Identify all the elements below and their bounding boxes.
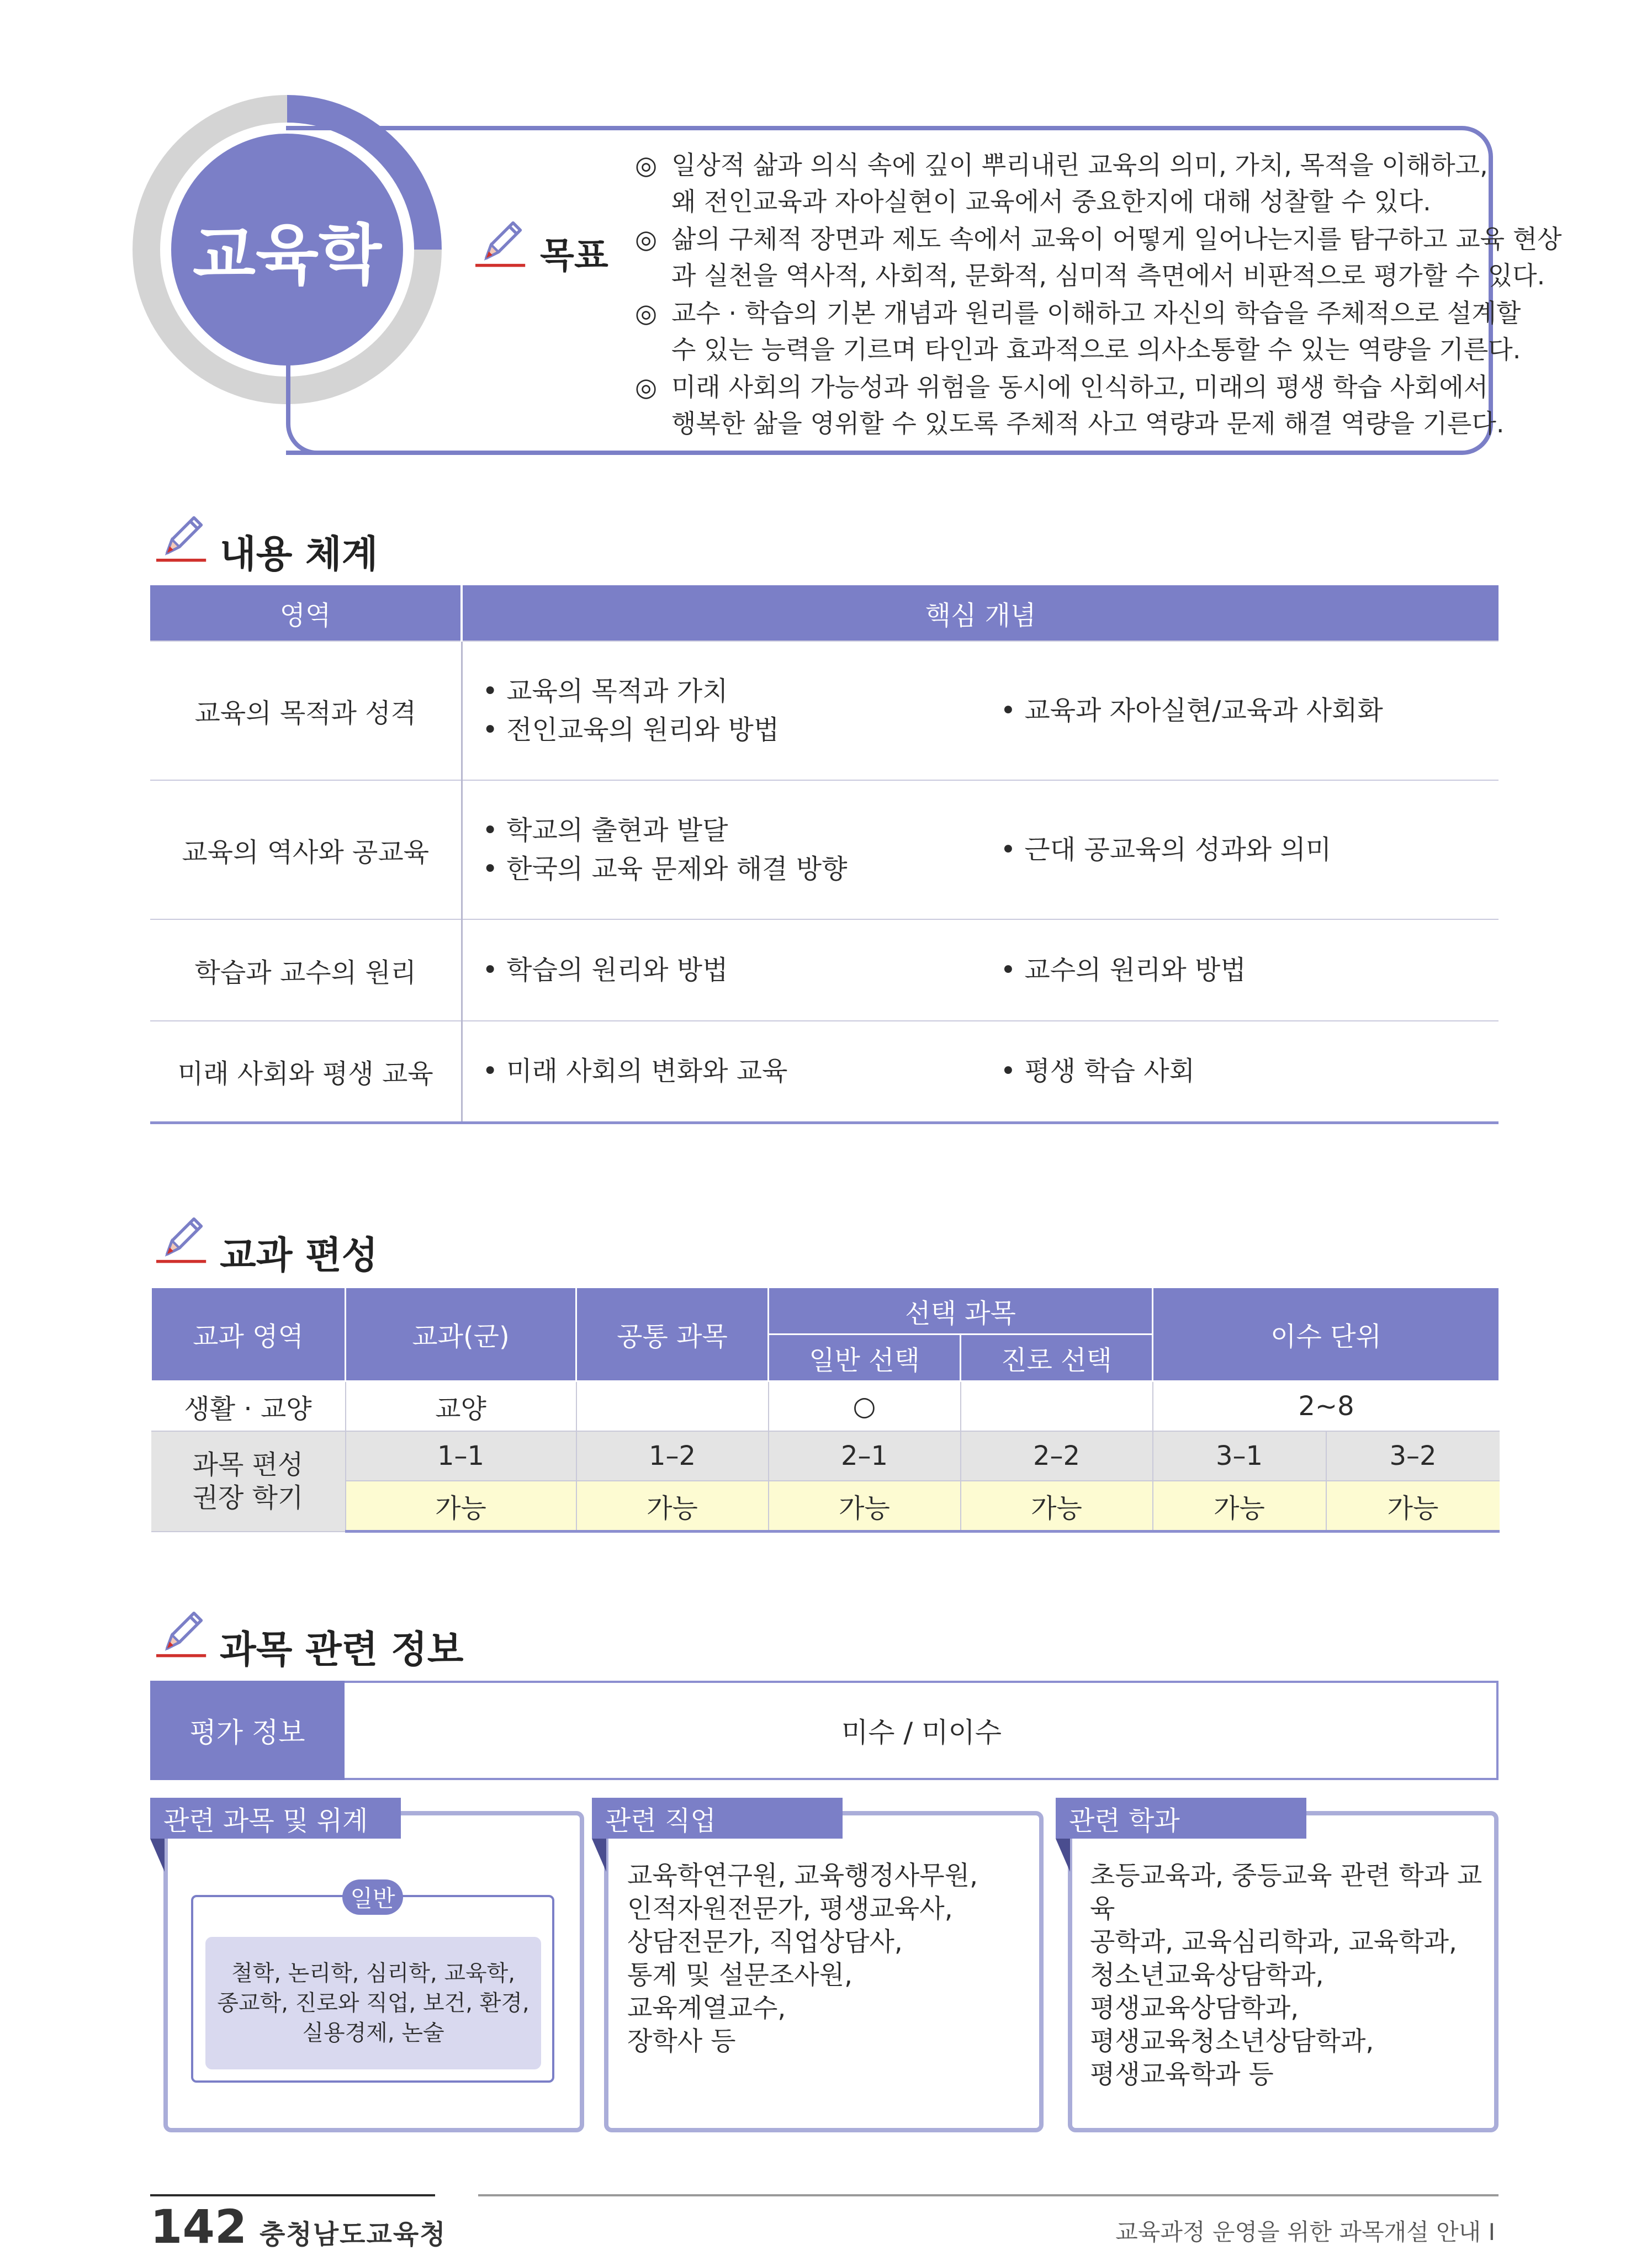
evaluation-label: 평가 정보 xyxy=(150,1681,345,1780)
concept-item: • 평생 학습 사회 xyxy=(1000,1056,1195,1087)
concept-cell xyxy=(462,641,1499,780)
concept-item: • 교육과 자아실현/교육과 사회화 xyxy=(1000,695,1383,726)
semester-cell: 3–1 xyxy=(1153,1431,1326,1481)
semester-label: 과목 편성 xyxy=(192,1449,304,1480)
goal-line: 삶의 구체적 장면과 제도 속에서 교육이 어떻게 일어나는지를 탐구하고 교육 현상 xyxy=(671,224,1562,254)
content-system-table xyxy=(150,585,1499,1124)
goal-marker: ◎ xyxy=(635,150,658,180)
goal-line: 수 있는 능력을 기르며 타인과 효과적으로 의사소통할 수 있는 역량을 기른다. xyxy=(671,335,1521,364)
footer-guide-title: 교육과정 운영을 위한 과목개설 안내 I xyxy=(1115,2218,1495,2246)
related-departments-tab: 관련 학과 xyxy=(1056,1798,1306,1839)
pencil-icon xyxy=(150,1603,211,1664)
goal-line: 일상적 삶과 의식 속에 깊이 뿌리내린 교육의 의미, 가치, 목적을 이해하고, xyxy=(671,150,1488,180)
semester-cell: 3–2 xyxy=(1326,1431,1500,1481)
pencil-icon xyxy=(150,1209,211,1270)
concept-item: • 한국의 교육 문제와 해결 방향 xyxy=(482,854,848,885)
concept-item: • 근대 공교육의 성과와 의미 xyxy=(1000,834,1332,865)
related-subjects-tab: 관련 과목 및 위계 xyxy=(150,1798,401,1839)
availability-cell: 가능 xyxy=(1326,1481,1500,1532)
concept-item: • 전인교육의 원리와 방법 xyxy=(482,714,780,745)
availability-cell: 가능 xyxy=(576,1481,769,1532)
career-cell xyxy=(961,1381,1153,1432)
area-cell: 미래 사회와 평생 교육 xyxy=(150,1021,462,1122)
tab-fold xyxy=(1056,1839,1070,1872)
concept-item: • 교육의 목적과 가치 xyxy=(482,676,728,707)
availability-cell: 가능 xyxy=(961,1481,1153,1532)
related-jobs-list: 교육학연구원, 교육행정사무원, 인적자원전문가, 평생교육사, 상담전문가, 직업상담사, 통계 및 설문조사원, 교육계열교수, 장학사 등 xyxy=(627,1861,978,2057)
goal-line: 왜 전인교육과 자아실현이 교육에서 중요한지에 대해 성찰할 수 있다. xyxy=(671,187,1431,216)
goal-item xyxy=(635,221,1562,294)
related-jobs-tab: 관련 직업 xyxy=(592,1798,843,1839)
goal-label: 목표 xyxy=(540,236,608,277)
related-info-title: 과목 관련 정보 xyxy=(220,1628,464,1672)
goal-marker: ◎ xyxy=(635,372,658,402)
evaluation-value: 미수 / 미이수 xyxy=(841,1717,1002,1749)
concept-item: • 학교의 출현과 발달 xyxy=(482,815,728,846)
table-row xyxy=(150,919,1499,1021)
goal-line: 과 실천을 역사적, 사회적, 문화적, 심미적 측면에서 비판적으로 평가할 수 있다. xyxy=(671,261,1545,290)
semester-cell: 2–2 xyxy=(961,1431,1153,1481)
header-career: 진로 선택 xyxy=(961,1335,1153,1381)
area-cell: 학습과 교수의 원리 xyxy=(150,919,462,1021)
tab-fold xyxy=(592,1839,606,1872)
goal-item xyxy=(635,295,1521,368)
goal-line: 미래 사회의 가능성과 위험을 동시에 인식하고, 미래의 평생 학습 사회에서 xyxy=(671,372,1489,402)
curriculum-table xyxy=(150,1286,1500,1533)
availability-cell: 가능 xyxy=(346,1481,576,1532)
hierarchy-general-pill: 일반 xyxy=(342,1879,403,1915)
semester-label-cell xyxy=(151,1431,346,1532)
concept-item: • 미래 사회의 변화와 교육 xyxy=(482,1056,788,1087)
semester-cell: 1–2 xyxy=(576,1431,769,1481)
semester-cell: 1–1 xyxy=(346,1431,576,1481)
concept-item: • 학습의 원리와 방법 xyxy=(482,955,728,986)
related-subjects-list: 철학, 논리학, 심리학, 교육학, 종교학, 진로와 직업, 보건, 환경, 실용경제, 논술 xyxy=(205,1937,541,2069)
tab-fold xyxy=(150,1839,165,1872)
footer-organization: 충청남도교육청 xyxy=(260,2219,447,2250)
common-cell xyxy=(576,1381,769,1432)
concept-cell xyxy=(462,780,1499,919)
goal-line: 교수 · 학습의 기본 개념과 원리를 이해하고 자신의 학습을 주체적으로 설계할 xyxy=(671,298,1521,328)
related-departments-list: 초등교육과, 중등교육 관련 학과 교육 공학과, 교육심리학과, 교육학과, 청소년교육상담학과, 평생교육상담학과, 평생교육청소년상담학과, 평생교육학과 등 xyxy=(1090,1861,1482,2090)
area-cell: 교육의 목적과 성격 xyxy=(150,641,462,780)
page-number: 142 xyxy=(150,2200,247,2254)
goal-frame-corner xyxy=(286,331,319,455)
table-row xyxy=(150,780,1499,919)
semester-cell: 2–1 xyxy=(769,1431,961,1481)
content-system-title: 내용 체계 xyxy=(220,533,378,576)
goal-list xyxy=(635,147,1562,443)
concept-cell xyxy=(462,919,1499,1021)
concept-cell xyxy=(462,1021,1499,1122)
header-area: 교과 영역 xyxy=(151,1288,346,1381)
footer-rule-left xyxy=(150,2194,435,2196)
availability-cell: 가능 xyxy=(1153,1481,1326,1532)
header-subject-group: 교과(군) xyxy=(346,1288,576,1381)
table-row xyxy=(150,641,1499,780)
group-cell: 교양 xyxy=(346,1381,576,1432)
semester-label: 권장 학기 xyxy=(192,1482,304,1513)
goal-line: 행복한 삶을 영위할 수 있도록 주체적 사고 역량과 문제 해결 역량을 기른다. xyxy=(671,409,1505,438)
header-credits: 이수 단위 xyxy=(1153,1288,1500,1381)
pencil-icon xyxy=(469,213,530,274)
concept-item: • 교수의 원리와 방법 xyxy=(1000,955,1246,986)
credits-cell: 2~8 xyxy=(1153,1381,1500,1432)
header-common: 공통 과목 xyxy=(576,1288,769,1381)
table-row xyxy=(151,1381,1500,1432)
area-cell: 생활 · 교양 xyxy=(151,1381,346,1432)
header-core-concept: 핵심 개념 xyxy=(462,585,1499,641)
subject-title: 교육학 xyxy=(171,134,403,366)
header-elective: 선택 과목 xyxy=(769,1288,1153,1335)
table-header-row xyxy=(150,585,1499,641)
footer-rule-right xyxy=(478,2194,1499,2196)
area-cell: 교육의 역사와 공교육 xyxy=(150,780,462,919)
goal-marker: ◎ xyxy=(635,224,658,254)
goal-item xyxy=(635,369,1505,442)
goal-marker: ◎ xyxy=(635,298,658,328)
table-row xyxy=(150,1021,1499,1122)
general-cell: ○ xyxy=(769,1381,961,1432)
goal-item xyxy=(635,147,1488,220)
table-row xyxy=(151,1481,1500,1532)
header-general: 일반 선택 xyxy=(769,1335,961,1381)
header-area: 영역 xyxy=(150,585,462,641)
table-header-row xyxy=(151,1288,1500,1335)
availability-cell: 가능 xyxy=(769,1481,961,1532)
pencil-icon xyxy=(150,508,211,569)
table-row xyxy=(151,1431,1500,1481)
curriculum-title: 교과 편성 xyxy=(220,1234,378,1278)
